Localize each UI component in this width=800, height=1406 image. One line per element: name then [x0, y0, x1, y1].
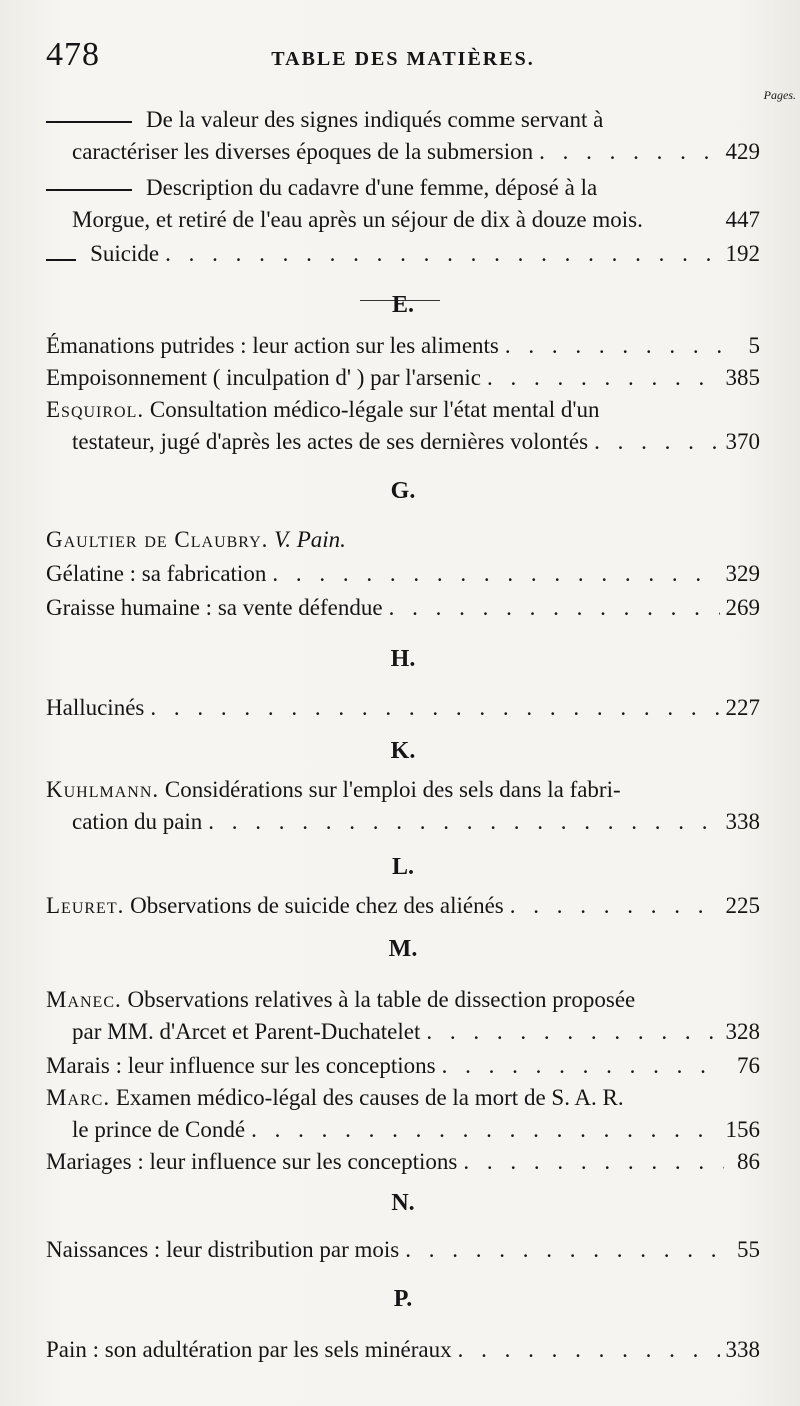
leader-dots — [208, 806, 719, 838]
entry-pain — [46, 1334, 760, 1366]
leader-dots — [487, 362, 720, 394]
leader-dots — [463, 1146, 724, 1178]
entry-page: 429 — [725, 139, 760, 164]
entry-page: 338 — [725, 1337, 760, 1362]
section-letter-k: K. — [390, 738, 416, 764]
entry-text: Consultation médico-légale sur l'état mental d'un — [149, 397, 600, 422]
leader-dots — [405, 1234, 724, 1266]
entry-text: Observations relatives à la table de dissection proposée — [127, 987, 636, 1012]
entry-graisse — [46, 592, 760, 624]
section-letter-n: N. — [391, 1190, 415, 1216]
entry-page: 447 — [725, 207, 760, 232]
leader-dots — [505, 330, 724, 362]
entry-suicide — [46, 238, 760, 270]
entry-emanations — [46, 330, 760, 362]
entry-text: testateur, jugé d'après les actes de ses dernières volontés — [72, 429, 589, 454]
entry-page: 385 — [725, 365, 760, 390]
leader-dots — [389, 592, 720, 624]
section-letter-p: P. — [393, 1286, 413, 1312]
entry-page: 329 — [725, 561, 760, 586]
entry-text: Morgue, et retiré de l'eau après un séjour de dix à douze mois. — [72, 207, 643, 232]
section-letter-h: H. — [390, 646, 416, 672]
entry-text: Considérations sur l'emploi des sels dans la fabri- — [164, 777, 621, 802]
section-letter-l: L. — [391, 854, 414, 880]
entry-cadavre — [46, 172, 760, 236]
entry-page: 338 — [725, 809, 760, 834]
pages-column-label: Pages. — [763, 88, 796, 102]
entry-page: 225 — [725, 893, 760, 918]
entry-page: 370 — [725, 429, 760, 454]
entry-esquirol — [46, 394, 760, 458]
section-letter-m: M. — [388, 936, 418, 962]
entry-submersion — [46, 104, 760, 168]
entry-mariages — [46, 1146, 760, 1178]
entry-text: par MM. d'Arcet et Parent-Duchatelet — [72, 1019, 421, 1044]
section-letter-g: G. — [390, 478, 416, 504]
entry-page: 86 — [737, 1149, 760, 1174]
entry-text: cation du pain — [72, 809, 203, 834]
entry-manec — [46, 984, 760, 1048]
entry-text: V. Pain. — [274, 527, 346, 552]
entry-text: Gélatine : sa fabrication — [46, 561, 267, 586]
entry-text: Suicide — [90, 241, 160, 266]
author-name: Manec. — [46, 987, 122, 1012]
page-title: TABLE DES MATIÈRES. — [271, 48, 535, 70]
entry-gelatine — [46, 558, 760, 590]
entry-text: le prince de Condé — [72, 1117, 246, 1142]
leader-dots — [165, 238, 719, 270]
running-head — [46, 36, 760, 80]
entry-page: 55 — [737, 1237, 760, 1262]
entry-text: Empoisonnement ( inculpation d' ) par l'arsenic — [46, 365, 481, 390]
entry-page: 227 — [725, 695, 760, 720]
entry-gaultier — [46, 524, 760, 556]
author-name: Kuhlmann. — [46, 777, 160, 802]
entry-text: Émanations putrides : leur action sur les aliments — [46, 333, 499, 358]
leader-dots — [510, 890, 720, 922]
entry-page: 192 — [725, 241, 760, 266]
leader-dots — [251, 1114, 719, 1146]
entry-naissances — [46, 1234, 760, 1266]
entry-page: 328 — [725, 1019, 760, 1044]
leader-dots — [458, 1334, 720, 1366]
author-name: Marc. — [46, 1085, 111, 1110]
entry-marais — [46, 1050, 760, 1082]
entry-page: 269 — [725, 595, 760, 620]
dash-rule — [46, 189, 132, 191]
entry-kuhlmann — [46, 774, 760, 838]
entry-marc — [46, 1082, 760, 1146]
entry-text: Mariages : leur influence sur les conceptions — [46, 1149, 458, 1174]
author-name: Esquirol. — [46, 397, 145, 422]
entry-empoisonnement — [46, 362, 760, 394]
page-number: 478 — [46, 36, 100, 73]
leader-dots — [539, 136, 719, 168]
entry-text: Description du cadavre d'une femme, déposé à la — [146, 175, 598, 200]
dash-rule — [46, 121, 132, 123]
entry-text: Hallucinés — [46, 695, 145, 720]
entry-text: De la valeur des signes indiqués comme servant à — [146, 107, 604, 132]
leader-dots — [426, 1016, 719, 1048]
entry-text: Examen médico-légal des causes de la mort de S. A. R. — [115, 1085, 624, 1110]
leader-dots — [150, 692, 719, 724]
entry-text: Graisse humaine : sa vente défendue — [46, 595, 383, 620]
leader-dots — [442, 1050, 724, 1082]
entry-hallucines — [46, 692, 760, 724]
author-name: Gaultier de Claubry. — [46, 527, 269, 552]
entry-text: Naissances : leur distribution par mois — [46, 1237, 400, 1262]
leader-dots — [272, 558, 719, 590]
entry-text: Pain : son adultération par les sels minéraux — [46, 1337, 452, 1362]
entry-text: Observations de suicide chez des aliénés — [130, 893, 504, 918]
entry-text: caractériser les diverses époques de la submersion — [72, 139, 534, 164]
entry-leuret — [46, 890, 760, 922]
entry-page: 76 — [737, 1053, 760, 1078]
leader-dots — [594, 426, 719, 458]
entry-page: 156 — [725, 1117, 760, 1142]
author-name: Leuret. — [46, 893, 125, 918]
section-letter-e: E. — [391, 292, 414, 318]
entry-page: 5 — [748, 333, 760, 358]
dash-rule — [46, 259, 76, 261]
entry-text: Marais : leur influence sur les conceptions — [46, 1053, 436, 1078]
